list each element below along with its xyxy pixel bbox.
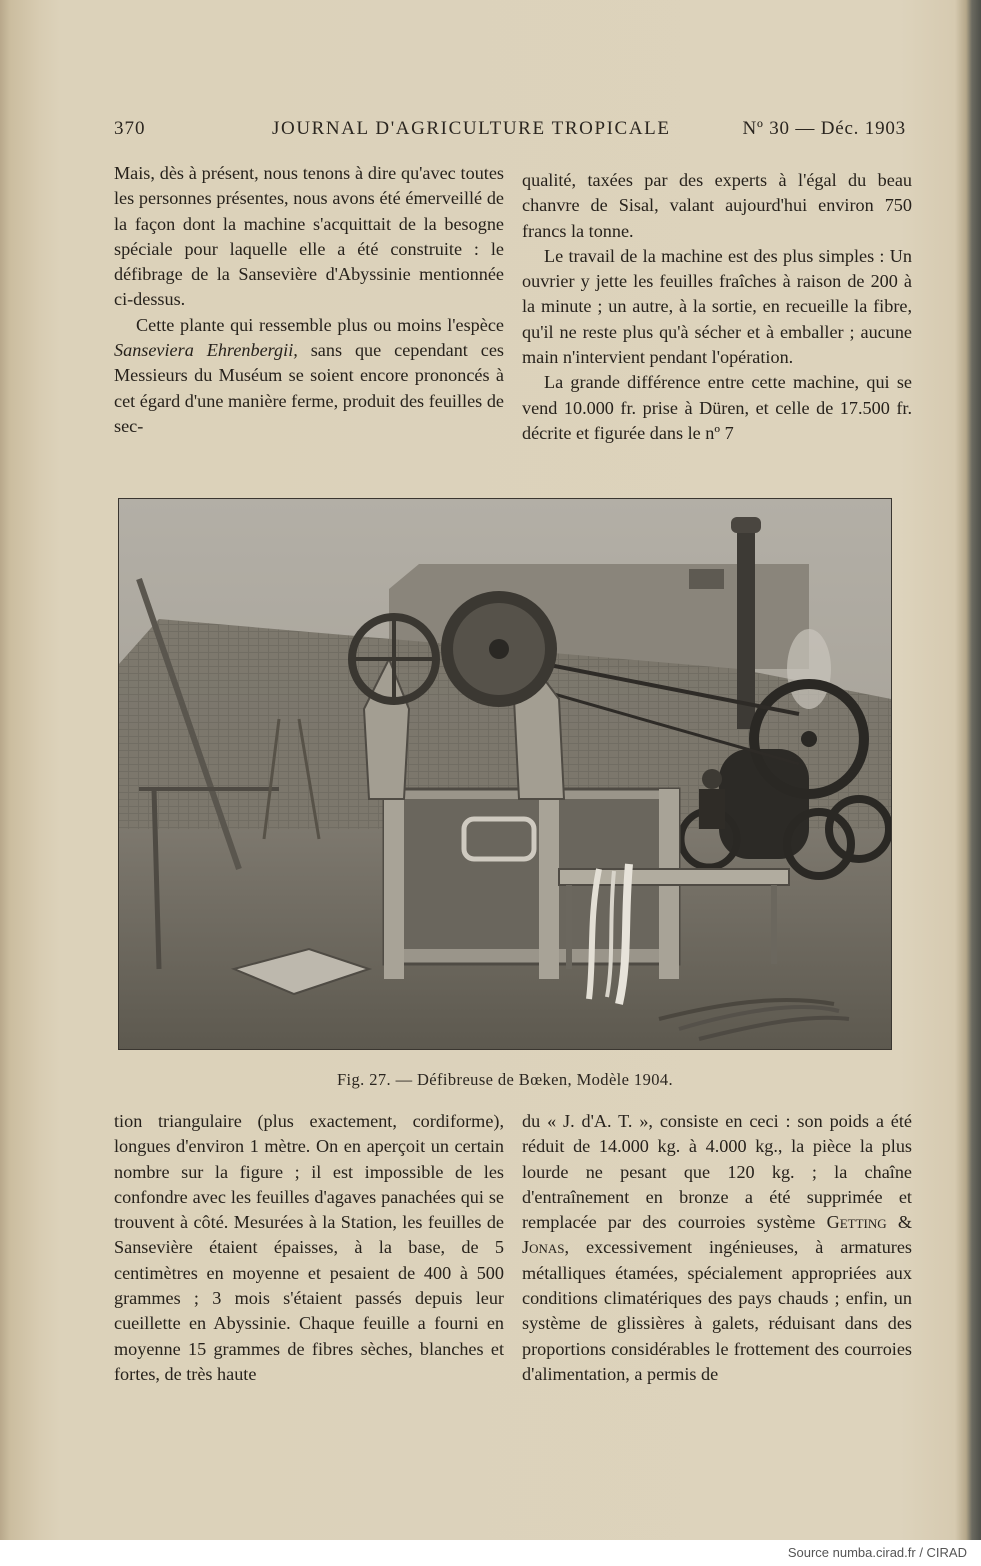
text-run: , excessivement ingénieuses, à armatures métalliques étamées, spécialement appropriées aux conditions climatériques des pays chauds ; enfin, un système de glissières à galets, réduisant dans des proportions considérables le frottement des courroies d'alimentation, a permis de [522, 1237, 912, 1384]
page-header [114, 118, 906, 148]
figure-caption: Fig. 27. — Défibreuse de Bœken, Modèle 1904. [336, 1070, 674, 1089]
page-number: 370 [114, 118, 146, 139]
column-bottom-right [522, 1109, 912, 1387]
text-run: sans que cependant ces Messieurs du Muséum se soient encore prononcés à cet égard d'une manière ferme, produit des feuilles de sec- [114, 340, 504, 436]
issue-reference: Nº 30 — Déc. 1903 [742, 118, 906, 139]
column-top-left [114, 161, 504, 439]
column-bottom-left [114, 1109, 504, 1387]
paragraph: La grande différence entre cette machine, qui se vend 10.000 fr. prise à Düren, et celle de 17.500 fr. décrite et figurée dans le nº 7 [522, 372, 912, 443]
paragraph: Mais, dès à présent, nous tenons à dire qu'avec toutes les personnes présentes, nous avons été émerveillé de la façon dont la machine s'acquittait de la besogne spéciale pour laquelle elle a été construite : le défibrage de la Sansevière d'Abyssinie mentionnée ci-dessus. [114, 163, 504, 310]
machine-photo-illustration [119, 499, 891, 1049]
source-credit: Source numba.cirad.fr / CIRAD [787, 1545, 967, 1560]
paragraph: tion triangulaire (plus exactement, cordiforme), longues d'environ 1 mètre. On en aperçoit un certain nombre sur la figure ; il est impossible de les confondre avec les feuilles d'agaves panachées qui se trouvent à côté. Mesurées à la Station, les feuilles de Sansevière étaient épaisses, à la base, de 5 centimètres en moyenne et pesaient de 400 à 500 grammes ; 3 mois s'étaient passés depuis leur cueillette en Abyssinie. Chaque feuille a fourni en moyenne 15 grammes de fibres sèches, blanches et fortes, de très haute [114, 1111, 504, 1384]
journal-title: JOURNAL D'AGRICULTURE TROPICALE [272, 118, 671, 139]
brand-name: Getting & Jonas [522, 1212, 912, 1258]
paragraph [114, 313, 504, 439]
paragraph [522, 1109, 912, 1387]
paragraph: Le travail de la machine est des plus simples : Un ouvrier y jette les feuilles fraîches à raison de 200 à la minute ; un autre, à la sortie, en recueille la fibre, qu'il ne reste plus qu'à sécher et à emballer ; aucune main n'intervient pendant l'opération. [522, 245, 912, 368]
species-name: Sanseviera Ehrenbergii, [114, 340, 298, 361]
figure-photograph [118, 498, 892, 1050]
text-run: Cette plante qui ressemble plus ou moins l'espèce [136, 314, 504, 335]
column-top-right [522, 168, 912, 446]
paragraph: qualité, taxées par des experts à l'égal du beau chanvre de Sisal, valant aujourd'hui environ 750 francs la tonne. [522, 170, 912, 241]
text-run: du « J. d'A. T. », consiste en ceci : son poids a été réduit de 14.000 kg. à 4.000 kg., la pièce la plus lourde ne pesant que 120 kg. ; la chaîne d'entraînement en bronze a été supprimée et remplacée par des courroies système [522, 1111, 912, 1233]
